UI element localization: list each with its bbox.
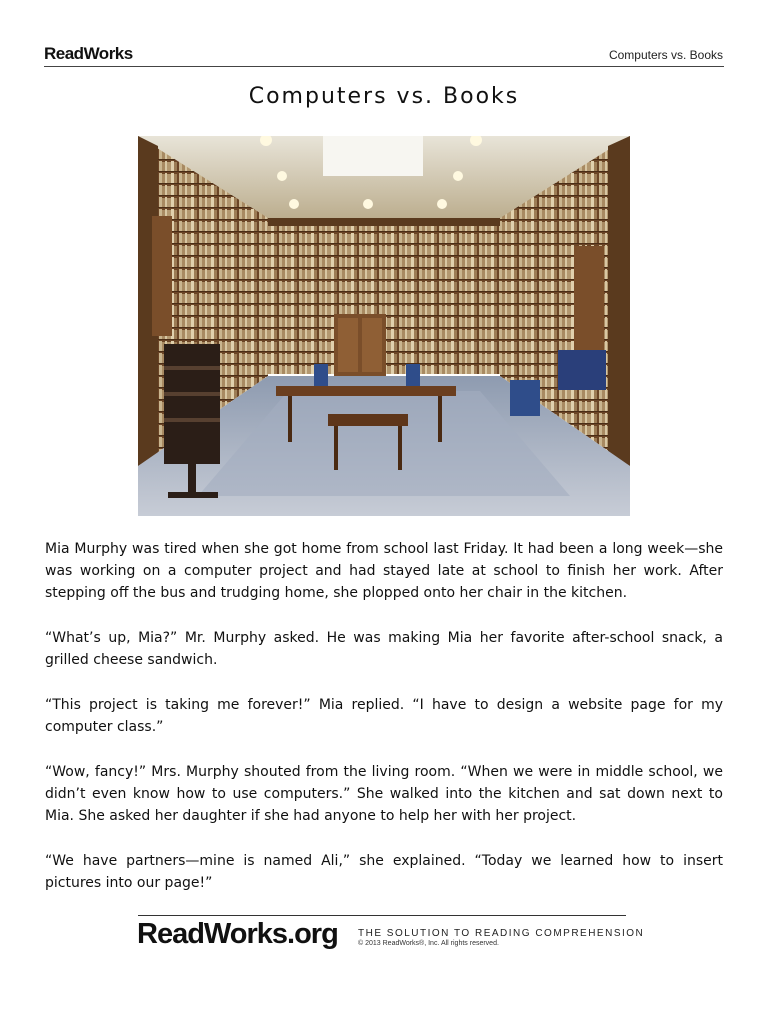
story-paragraph: “Wow, fancy!” Mrs. Murphy shouted from the living room. “When we were in middle school, we didn’t even know how to use computers.” She walked into the kitchen and sat down next to Mia. She asked her daughter if she had anyone to help her with her project. — [45, 764, 723, 824]
footer-divider — [138, 915, 626, 916]
story-paragraph: “This project is taking me forever!” Mia replied. “I have to design a website page for my computer class.” — [45, 697, 723, 735]
library-photo — [138, 136, 630, 516]
header-divider — [44, 66, 724, 67]
story-paragraph: “We have partners—mine is named Ali,” she explained. “Today we learned how to insert pictures into our page!” — [45, 853, 723, 891]
story-text — [45, 538, 723, 917]
footer-copyright: © 2013 ReadWorks®, Inc. All rights reserved. — [358, 940, 499, 947]
page-title: Computers vs. Books — [248, 84, 520, 109]
footer-tagline: THE SOLUTION TO READING COMPREHENSION — [358, 928, 645, 939]
readworks-logo: ReadWorks — [44, 44, 133, 63]
story-paragraph: Mia Murphy was tired when she got home from school last Friday. It had been a long week—she was working on a computer project and had stayed late at school to finish her work. After stepping off the bus and trudging home, she plopped onto her chair in the kitchen. — [45, 541, 723, 601]
story-paragraph: “What’s up, Mia?” Mr. Murphy asked. He was making Mia her favorite after-school snack, a grilled cheese sandwich. — [45, 630, 723, 668]
footer-logo: ReadWorks.org — [137, 918, 338, 950]
header-title: Computers vs. Books — [608, 48, 723, 62]
